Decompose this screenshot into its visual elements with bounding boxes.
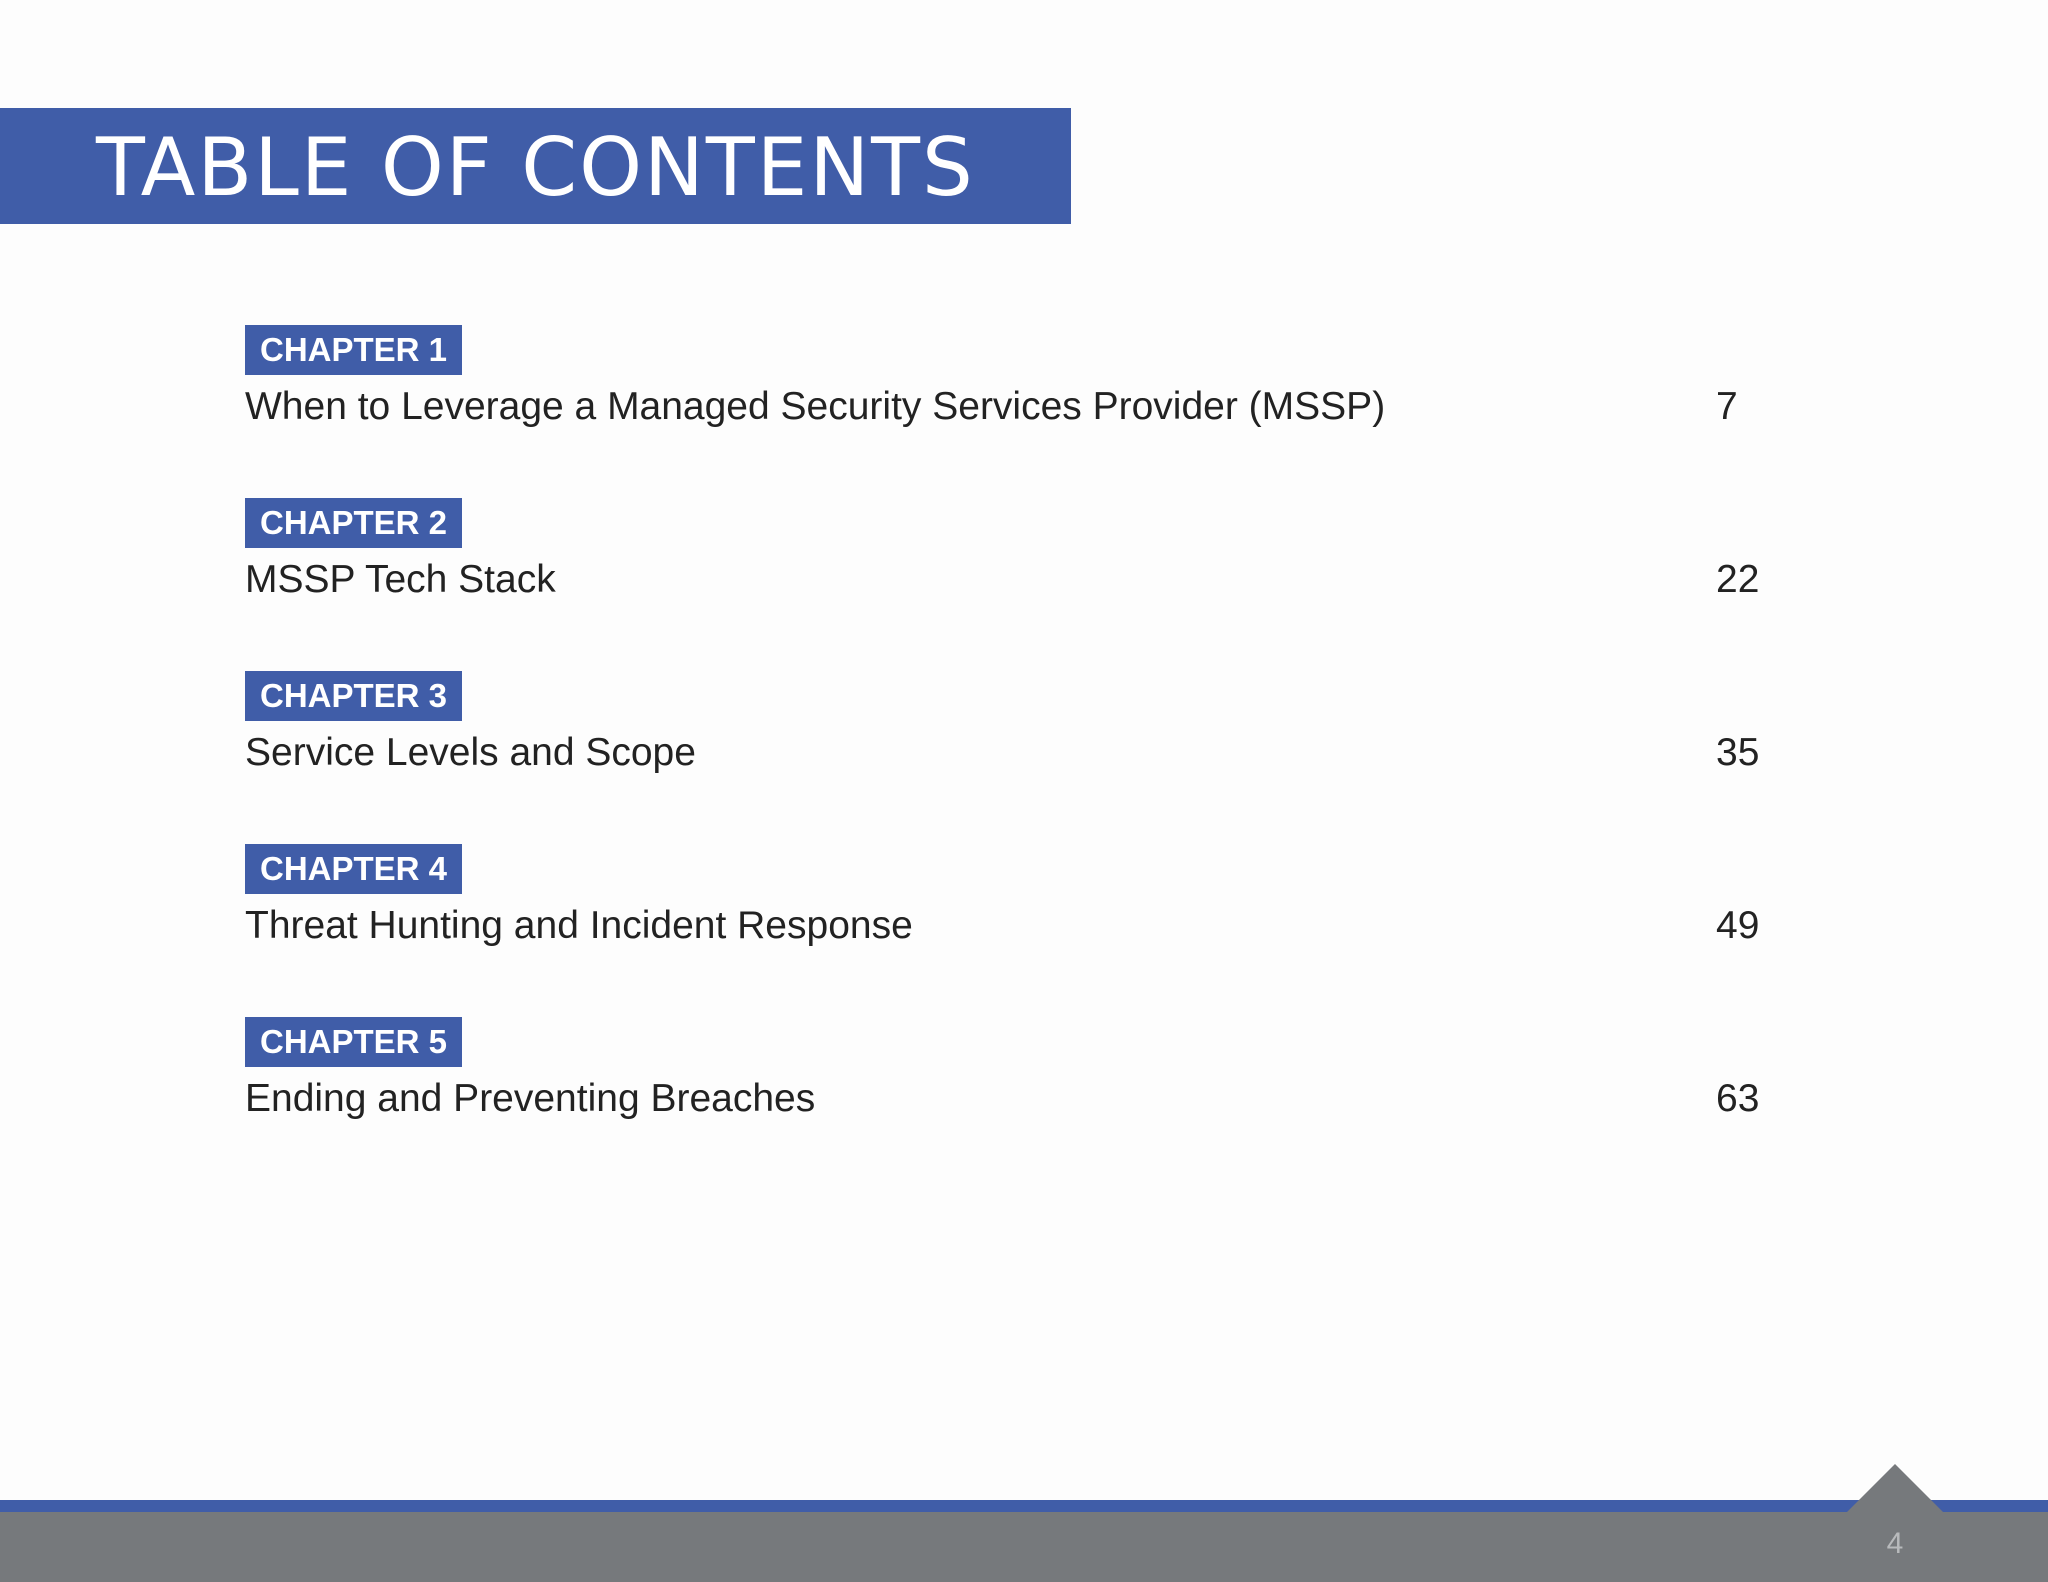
chapter-badge: CHAPTER 4 [245, 844, 462, 894]
chapter-title[interactable]: MSSP Tech Stack [245, 558, 556, 601]
chapter-badge: CHAPTER 5 [245, 1017, 462, 1067]
toc-entry[interactable] [0, 844, 2048, 1004]
footer-bar [0, 1512, 2048, 1582]
footer-page-tab [1847, 1464, 1943, 1512]
footer-accent-line [0, 1500, 2048, 1512]
chapter-page-number[interactable]: 49 [1716, 904, 1760, 947]
chapter-title[interactable]: When to Leverage a Managed Security Services Provider (MSSP) [245, 385, 1386, 428]
page-number: 4 [1886, 1527, 1904, 1560]
chapter-badge: CHAPTER 3 [245, 671, 462, 721]
toc-entry[interactable] [0, 325, 2048, 485]
chapter-page-number[interactable]: 7 [1716, 385, 1738, 428]
chapter-page-number[interactable]: 63 [1716, 1077, 1760, 1120]
chapter-title[interactable]: Ending and Preventing Breaches [245, 1077, 816, 1120]
chapter-badge: CHAPTER 1 [245, 325, 462, 375]
chapter-page-number[interactable]: 35 [1716, 731, 1760, 774]
chapter-badge: CHAPTER 2 [245, 498, 462, 548]
toc-entry[interactable] [0, 498, 2048, 658]
toc-entry[interactable] [0, 1017, 2048, 1177]
chapter-title[interactable]: Threat Hunting and Incident Response [245, 904, 913, 947]
toc-entry[interactable] [0, 671, 2048, 831]
chapter-title[interactable]: Service Levels and Scope [245, 731, 696, 774]
page-title: TABLE OF CONTENTS [96, 121, 975, 214]
chapter-page-number[interactable]: 22 [1716, 558, 1760, 601]
